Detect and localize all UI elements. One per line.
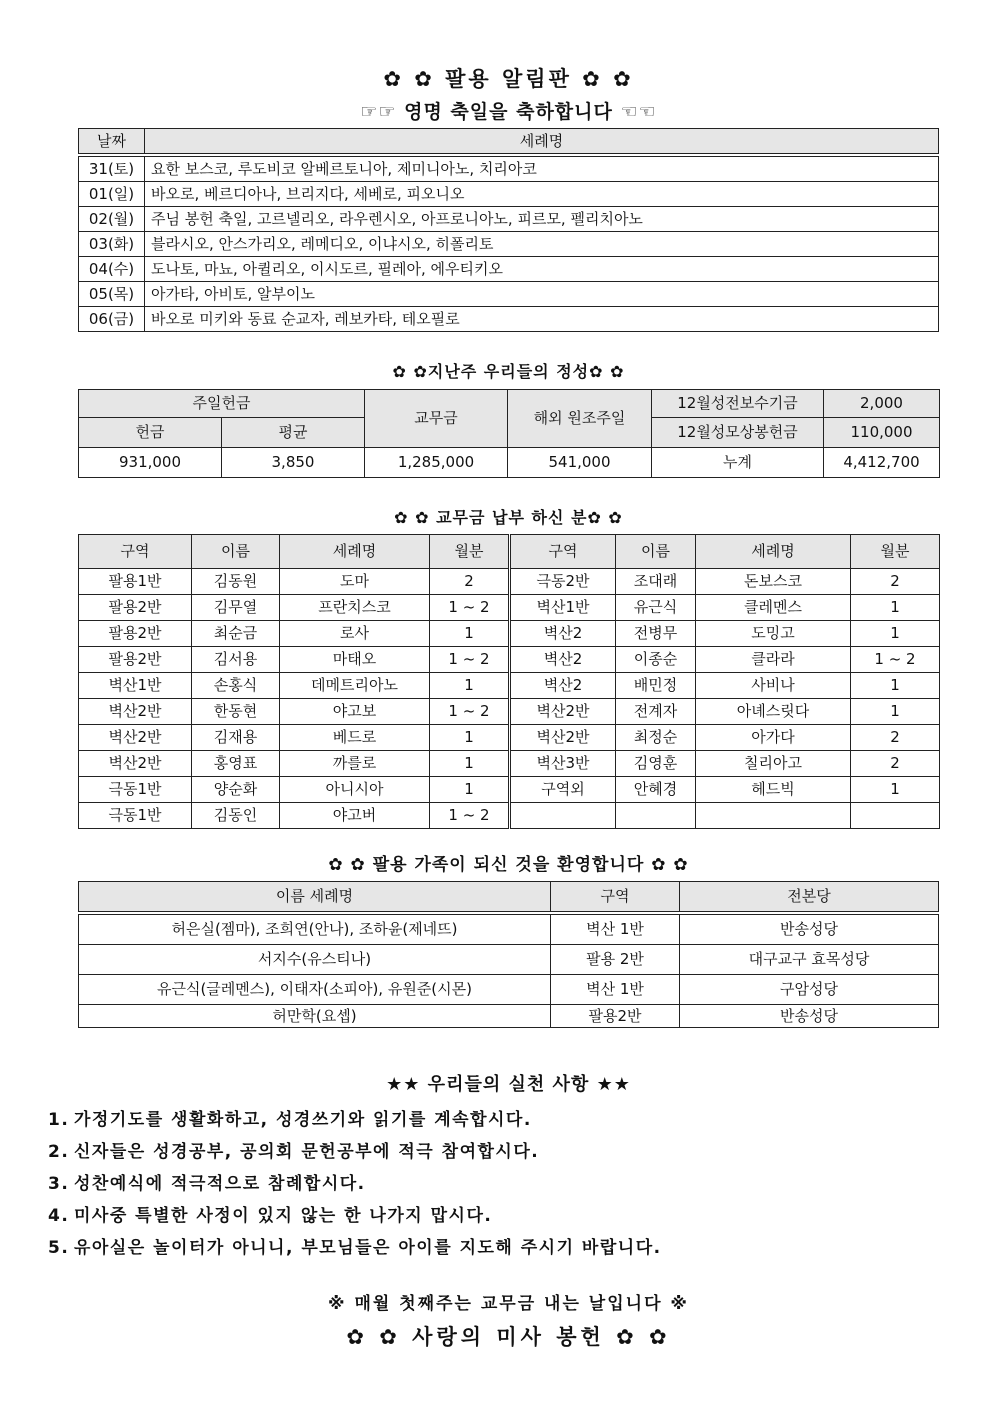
- feast-date-cell: 02(월): [79, 207, 145, 232]
- list-item: [48, 1232, 948, 1264]
- table-row: [79, 595, 940, 621]
- overseas-value: 541,000: [508, 448, 652, 478]
- feast-day-heading: ☞☞ 영명 축일을 축하합니다 ☜☜: [360, 101, 657, 123]
- dues-cell: 1: [851, 673, 940, 699]
- feast-names-cell: 주님 봉헌 축일, 고르넬리오, 라우렌시오, 아프로니아노, 피르모, 펠리치아노: [145, 207, 939, 232]
- dues-cell: 1 ~ 2: [430, 647, 510, 673]
- practice-number: 3.: [48, 1174, 70, 1194]
- district-column-header: 구역: [551, 882, 680, 914]
- practice-text: 미사중 특별한 사정이 있지 않는 한 나가지 맙시다.: [74, 1206, 493, 1226]
- bulletin-page: [48, 62, 939, 1356]
- dues-value: 1,285,000: [365, 448, 508, 478]
- dues-cell: 1: [851, 777, 940, 803]
- practice-number: 1.: [48, 1110, 70, 1130]
- dues-cell: 김무열: [192, 595, 280, 621]
- cash-header: 헌금: [79, 418, 222, 448]
- dues-cell: 한동현: [192, 699, 280, 725]
- dues-column-header: 세례명: [696, 535, 851, 569]
- new-family-parish-cell: 구암성당: [680, 975, 939, 1005]
- average-header: 평균: [222, 418, 365, 448]
- new-family-district-cell: 벽산 1반: [551, 913, 680, 945]
- dues-cell: 김동인: [192, 803, 280, 829]
- feast-names-cell: 바오로, 베르디아나, 브리지다, 세베로, 피오니오: [145, 182, 939, 207]
- dues-cell: 1: [430, 621, 510, 647]
- table-row: [79, 207, 939, 232]
- dues-cell: [510, 803, 616, 829]
- dues-cell: 벽산2반: [79, 751, 192, 777]
- list-item: [48, 1104, 948, 1136]
- dues-cell: [696, 803, 851, 829]
- table-row: [79, 751, 940, 777]
- table-row: [79, 232, 939, 257]
- dues-cell: 1: [430, 777, 510, 803]
- dues-cell: 김영훈: [616, 751, 696, 777]
- table-row: [79, 569, 940, 595]
- total-value: 4,412,700: [824, 448, 940, 478]
- dues-column-header: 이름: [616, 535, 696, 569]
- dues-cell: 유근식: [616, 595, 696, 621]
- table-row: [79, 777, 940, 803]
- dues-cell: 극동1반: [79, 777, 192, 803]
- dues-payers-table: [78, 534, 940, 829]
- dues-cell: 팔용1반: [79, 569, 192, 595]
- dues-cell: 벽산2반: [510, 699, 616, 725]
- dues-cell: 아녜스릿다: [696, 699, 851, 725]
- sunday-offering-header: 주일헌금: [79, 390, 365, 418]
- table-header-row: [79, 535, 940, 569]
- average-value: 3,850: [222, 448, 365, 478]
- new-family-district-cell: 벽산 1반: [551, 975, 680, 1005]
- table-header-row: [79, 129, 939, 156]
- dues-cell: 로사: [280, 621, 430, 647]
- footer-title: ✿ ✿ 사랑의 미사 봉헌 ✿ ✿: [346, 1325, 671, 1349]
- dues-cell: [851, 803, 940, 829]
- table-row: [79, 803, 940, 829]
- dues-column-header: 구역: [79, 535, 192, 569]
- dues-header: 교무금: [365, 390, 508, 448]
- fund1-value: 2,000: [824, 390, 940, 418]
- feast-date-cell: 04(수): [79, 257, 145, 282]
- bulletin-title: ✿ ✿ 팔용 알림판 ✿ ✿: [383, 67, 634, 91]
- dues-cell: 김서용: [192, 647, 280, 673]
- feast-names-cell: 블라시오, 안스가리오, 레메디오, 이냐시오, 히폴리토: [145, 232, 939, 257]
- dues-cell: 야고버: [280, 803, 430, 829]
- dues-cell: 조대래: [616, 569, 696, 595]
- fund2-label: 12월성모상봉헌금: [652, 418, 824, 448]
- dues-cell: 전계자: [616, 699, 696, 725]
- feast-day-table: [78, 128, 939, 332]
- feast-date-cell: 05(목): [79, 282, 145, 307]
- new-family-table: [78, 881, 939, 1028]
- dues-cell: 극동2반: [510, 569, 616, 595]
- dues-cell: [616, 803, 696, 829]
- dues-cell: 팔용2반: [79, 595, 192, 621]
- dues-cell: 손홍식: [192, 673, 280, 699]
- feast-date-cell: 31(토): [79, 155, 145, 182]
- previous-parish-column-header: 전본당: [680, 882, 939, 914]
- new-family-names-cell: 유근식(글레멘스), 이태자(소피아), 유원준(시몬): [79, 975, 551, 1005]
- practice-number: 5.: [48, 1238, 70, 1258]
- baptismal-name-column-header: 세례명: [145, 129, 939, 156]
- dues-cell: 팔용2반: [79, 647, 192, 673]
- overseas-aid-header: 해외 원조주일: [508, 390, 652, 448]
- dues-cell: 팔용2반: [79, 621, 192, 647]
- new-family-parish-cell: 대구교구 효목성당: [680, 945, 939, 975]
- dues-cell: 극동1반: [79, 803, 192, 829]
- dues-cell: 최정순: [616, 725, 696, 751]
- date-column-header: 날짜: [79, 129, 145, 156]
- dues-column-header: 월분: [430, 535, 510, 569]
- dues-cell: 최순금: [192, 621, 280, 647]
- table-row: [79, 913, 939, 945]
- dues-cell: 1 ~ 2: [430, 699, 510, 725]
- dues-cell: 벽산2반: [79, 725, 192, 751]
- fund1-label: 12월성전보수기금: [652, 390, 824, 418]
- list-item: [48, 1168, 948, 1200]
- dues-cell: 돈보스코: [696, 569, 851, 595]
- dues-cell: 벽산1반: [510, 595, 616, 621]
- new-family-district-cell: 팔용2반: [551, 1005, 680, 1028]
- dues-cell: 2: [430, 569, 510, 595]
- dues-cell: 마태오: [280, 647, 430, 673]
- dues-cell: 헤드빅: [696, 777, 851, 803]
- offering-table: [78, 389, 940, 478]
- dues-cell: 클라라: [696, 647, 851, 673]
- dues-cell: 벽산1반: [79, 673, 192, 699]
- dues-cell: 구역외: [510, 777, 616, 803]
- dues-cell: 1 ~ 2: [430, 595, 510, 621]
- practice-text: 신자들은 성경공부, 공의회 문헌공부에 적극 참여합시다.: [74, 1142, 540, 1162]
- new-family-section-title: ✿ ✿ 팔용 가족이 되신 것을 환영합니다 ✿ ✿: [328, 855, 689, 875]
- feast-names-cell: 도나토, 마뇨, 아퀼리오, 이시도르, 필레아, 에우티키오: [145, 257, 939, 282]
- dues-cell: 까를로: [280, 751, 430, 777]
- dues-cell: 도마: [280, 569, 430, 595]
- dues-cell: 1: [851, 595, 940, 621]
- dues-cell: 아가다: [696, 725, 851, 751]
- dues-notice: ※ 매월 첫째주는 교무금 내는 날입니다 ※: [328, 1294, 689, 1314]
- new-family-district-cell: 팔용 2반: [551, 945, 680, 975]
- table-row: [79, 182, 939, 207]
- new-family-names-cell: 허은실(젬마), 조희연(안나), 조하윤(제네뜨): [79, 913, 551, 945]
- dues-column-header: 월분: [851, 535, 940, 569]
- new-family-parish-cell: 반송성당: [680, 1005, 939, 1028]
- table-row: [79, 282, 939, 307]
- dues-cell: 홍영표: [192, 751, 280, 777]
- table-row: [79, 975, 939, 1005]
- table-row: [79, 155, 939, 182]
- dues-cell: 벽산2반: [510, 725, 616, 751]
- table-row: [79, 647, 940, 673]
- table-header-row: [79, 882, 939, 914]
- practice-text: 유아실은 놀이터가 아니니, 부모님들은 아이를 지도해 주시기 바랍니다.: [74, 1238, 662, 1258]
- dues-cell: 전병무: [616, 621, 696, 647]
- dues-column-header: 이름: [192, 535, 280, 569]
- dues-cell: 칠리아고: [696, 751, 851, 777]
- dues-cell: 안혜경: [616, 777, 696, 803]
- dues-cell: 배민정: [616, 673, 696, 699]
- dues-cell: 프란치스코: [280, 595, 430, 621]
- table-row: [79, 945, 939, 975]
- dues-cell: 도밍고: [696, 621, 851, 647]
- practice-list: [48, 1104, 948, 1264]
- dues-cell: 양순화: [192, 777, 280, 803]
- table-row: [79, 673, 940, 699]
- dues-cell: 벽산2반: [79, 699, 192, 725]
- table-row: [79, 307, 939, 332]
- offering-section-title: ✿ ✿지난주 우리들의 정성✿ ✿: [392, 362, 625, 381]
- dues-cell: 2: [851, 751, 940, 777]
- dues-cell: 김동원: [192, 569, 280, 595]
- dues-cell: 벽산3반: [510, 751, 616, 777]
- dues-cell: 벽산2: [510, 647, 616, 673]
- feast-date-cell: 06(금): [79, 307, 145, 332]
- dues-cell: 사비나: [696, 673, 851, 699]
- practice-number: 4.: [48, 1206, 70, 1226]
- dues-column-header: 구역: [510, 535, 616, 569]
- feast-date-cell: 01(일): [79, 182, 145, 207]
- dues-cell: 베드로: [280, 725, 430, 751]
- dues-cell: 1: [430, 751, 510, 777]
- cash-value: 931,000: [79, 448, 222, 478]
- dues-cell: 2: [851, 725, 940, 751]
- new-family-parish-cell: 반송성당: [680, 913, 939, 945]
- practice-text: 가정기도를 생활화하고, 성경쓰기와 읽기를 계속합시다.: [74, 1110, 532, 1130]
- dues-cell: 1: [430, 725, 510, 751]
- feast-date-cell: 03(화): [79, 232, 145, 257]
- dues-cell: 이종순: [616, 647, 696, 673]
- dues-cell: 데메트리아노: [280, 673, 430, 699]
- dues-cell: 야고보: [280, 699, 430, 725]
- name-column-header: 이름 세례명: [79, 882, 551, 914]
- dues-cell: 1: [430, 673, 510, 699]
- practice-title: ★★ 우리들의 실천 사항 ★★: [386, 1074, 631, 1095]
- dues-cell: 벽산2: [510, 673, 616, 699]
- fund2-value: 110,000: [824, 418, 940, 448]
- dues-cell: 1 ~ 2: [851, 647, 940, 673]
- practice-number: 2.: [48, 1142, 70, 1162]
- new-family-names-cell: 허만학(요셉): [79, 1005, 551, 1028]
- dues-cell: 클레멘스: [696, 595, 851, 621]
- feast-names-cell: 아가타, 아비토, 알부이노: [145, 282, 939, 307]
- list-item: [48, 1136, 948, 1168]
- dues-section-title: ✿ ✿ 교무금 납부 하신 분✿ ✿: [394, 508, 623, 527]
- table-row: [79, 1005, 939, 1028]
- table-row: [79, 621, 940, 647]
- dues-cell: 1 ~ 2: [430, 803, 510, 829]
- list-item: [48, 1200, 948, 1232]
- table-row: [79, 257, 939, 282]
- practice-text: 성찬예식에 적극적으로 참례합시다.: [74, 1174, 366, 1194]
- dues-cell: 2: [851, 569, 940, 595]
- dues-cell: 아니시아: [280, 777, 430, 803]
- dues-cell: 1: [851, 699, 940, 725]
- table-row: [79, 725, 940, 751]
- dues-column-header: 세례명: [280, 535, 430, 569]
- dues-cell: 벽산2: [510, 621, 616, 647]
- new-family-names-cell: 서지수(유스티나): [79, 945, 551, 975]
- dues-cell: 1: [851, 621, 940, 647]
- dues-cell: 김재용: [192, 725, 280, 751]
- table-row: [79, 699, 940, 725]
- total-label: 누계: [652, 448, 824, 478]
- feast-names-cell: 요한 보스코, 루도비코 알베르토니아, 제미니아노, 치리아코: [145, 155, 939, 182]
- feast-names-cell: 바오로 미키와 동료 순교자, 레보카타, 테오필로: [145, 307, 939, 332]
